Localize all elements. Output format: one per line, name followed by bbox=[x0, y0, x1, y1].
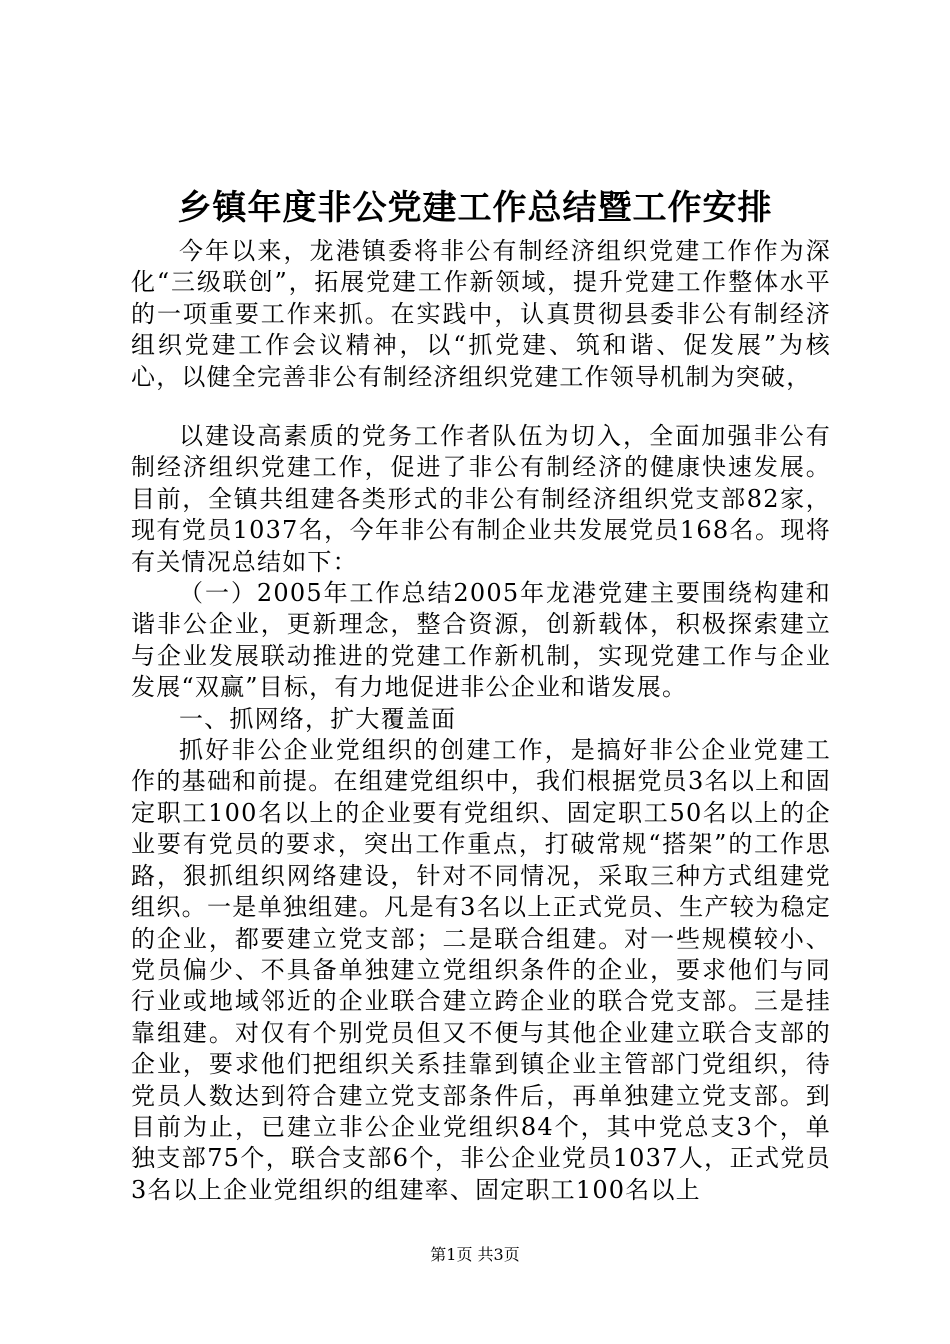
paragraph-overview: 以建设高素质的党务工作者队伍为切入，全面加强非公有制经济组织党建工作，促进了非公有制经济的健康快速发展。目前，全镇共组建各类形式的非公有制经济组织党支部82家，现有党员1037名，今年非公有制企业共发展党员168名。现将有关情况总结如下： bbox=[131, 422, 831, 576]
paragraph-summary-2005: （一）2005年工作总结2005年龙港党建主要围绕构建和谐非公企业，更新理念，整合资源，创新载体，积极探索建立与企业发展联动推进的党建工作新机制，实现党建工作与企业发展“双赢”目标，有力地促进非公企业和谐发展。 bbox=[131, 579, 831, 702]
main-block bbox=[131, 421, 831, 1206]
intro-block bbox=[131, 236, 831, 393]
paragraph-network: 抓好非公企业党组织的创建工作，是搞好非公企业党建工作的基础和前提。在组建党组织中，我们根据党员3名以上和固定职工100名以上的企业要有党组织、固定职工50名以上的企业要有党员的要求，突出工作重点，打破常规“搭架”的工作思路，狠抓组织网络建设，针对不同情况，采取三种方式组建党组织。一是单独组建。凡是有3名以上正式党员、生产较为稳定的企业，都要建立党支部；二是联合组建。对一些规模较小、党员偏少、不具备单独建立党组织条件的企业，要求他们与同行业或地域邻近的企业联合建立跨企业的联合党支部。三是挂靠组建。对仅有个别党员但又不便与其他企业建立联合支部的企业，要求他们把组织关系挂靠到镇企业主管部门党组织，待党员人数达到符合建立党支部条件后，再单独建立党支部。到目前为止，已建立非公企业党组织84个，其中党总支3个，单独支部75个，联合支部6个，非公企业党员1037人，正式党员3名以上企业党组织的组建率、固定职工100名以上 bbox=[131, 736, 831, 1204]
page-number-footer: 第1页 共3页 bbox=[430, 1245, 520, 1264]
paragraph-intro: 今年以来，龙港镇委将非公有制经济组织党建工作作为深化“三级联创”，拓展党建工作新领域，提升党建工作整体水平的一项重要工作来抓。在实践中，认真贯彻县委非公有制经济组织党建工作会议精神，以“抓党建、筑和谐、促发展”为核心，以健全完善非公有制经济组织党建工作领导机制为突破， bbox=[131, 237, 831, 391]
section-heading-network: 一、抓网络，扩大覆盖面 bbox=[179, 704, 457, 733]
document-title: 乡镇年度非公党建工作总结暨工作安排 bbox=[177, 188, 773, 228]
